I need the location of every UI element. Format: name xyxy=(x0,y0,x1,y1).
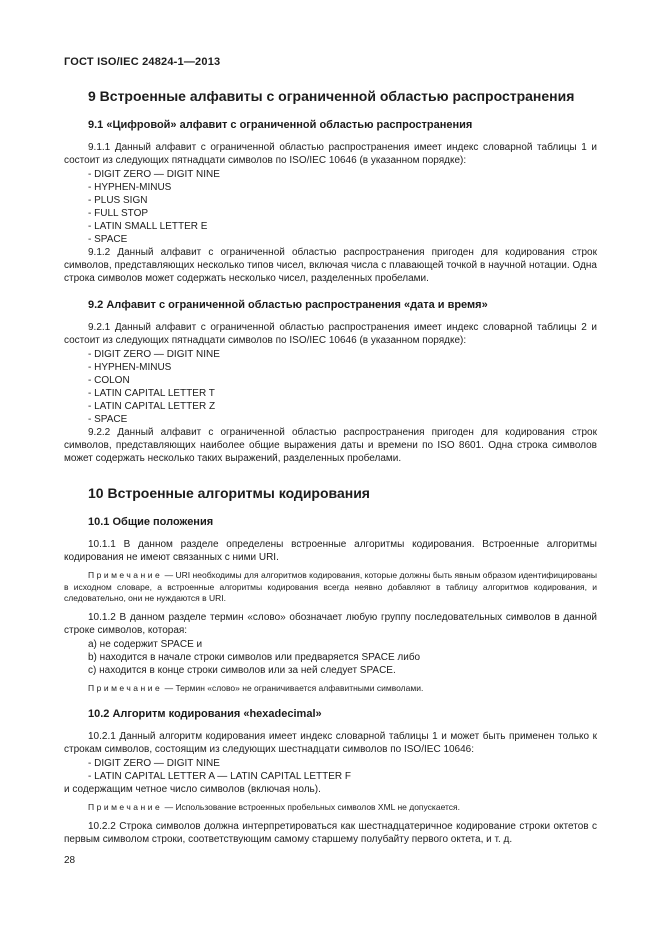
list-item: - HYPHEN-MINUS xyxy=(88,182,172,193)
section-9-heading: 9 Встроенные алфавиты с ограниченной областью распространения xyxy=(88,88,575,104)
paragraph-9-1-2: 9.1.2 Данный алфавит с ограниченной областью распространения пригоден для кодирования строк символов, представляющих несколько типов чисел, включая числа с плавающей точкой в научной нотации. Одна строка символов может содержать несколько чисел, разделенных пробелами. xyxy=(64,247,597,284)
list-item: - SPACE xyxy=(88,234,128,245)
list-item: - DIGIT ZERO — DIGIT NINE xyxy=(88,758,220,769)
paragraph-10-2-1-continuation: и содержащим четное число символов (включая ноль). xyxy=(64,784,321,795)
list-item: c) находится в конце строки символов или за ней следует SPACE. xyxy=(88,664,396,676)
paragraph-10-2-1: 10.2.1 Данный алгоритм кодирования имеет индекс словарной таблицы 1 и может быть применен только к строкам символов, состоящим из следующих шестнадцати символов по ISO/IEC 10646: xyxy=(64,731,597,755)
note-text: Термин «слово» не ограничивается алфавитными символами. xyxy=(175,682,424,693)
list-item: - DIGIT ZERO — DIGIT NINE xyxy=(88,169,220,180)
section-10-2-heading: 10.2 Алгоритм кодирования «hexadecimal» xyxy=(88,708,322,720)
section-9-1-heading: 9.1 «Цифровой» алфавит с ограниченной областью распространения xyxy=(88,119,473,131)
note xyxy=(64,802,597,814)
list-item: - DIGIT ZERO — DIGIT NINE xyxy=(88,349,220,360)
note xyxy=(64,683,597,695)
note-label: Примечание xyxy=(88,802,163,812)
paragraph-9-2-1: 9.2.1 Данный алфавит с ограниченной областью распространения имеет индекс словарной таблицы 2 и состоит из следующих пятнадцати символов по ISO/IEC 10646 (в указанном порядке): xyxy=(64,322,597,346)
paragraph-9-1-1: 9.1.1 Данный алфавит с ограниченной областью распространения имеет индекс словарной таблицы 1 и состоит из следующих пятнадцати символов по ISO/IEC 10646 (в указанном порядке): xyxy=(64,142,597,166)
section-10-1-heading: 10.1 Общие положения xyxy=(88,516,214,528)
note-dash: — xyxy=(162,802,176,812)
list-item: - FULL STOP xyxy=(88,208,149,219)
list-item: - LATIN SMALL LETTER E xyxy=(88,221,208,232)
list-item: - HYPHEN-MINUS xyxy=(88,362,172,373)
section-10-heading: 10 Встроенные алгоритмы кодирования xyxy=(88,485,370,501)
note-label: Примечание xyxy=(88,570,163,580)
note-label: Примечание xyxy=(88,682,163,693)
note xyxy=(64,570,597,605)
list-item: - LATIN CAPITAL LETTER A — LATIN CAPITAL LETTER F xyxy=(88,771,352,782)
list-item: - LATIN CAPITAL LETTER T xyxy=(88,388,215,399)
document-header: ГОСТ ISO/IEC 24824-1—2013 xyxy=(64,56,221,68)
page-number: 28 xyxy=(64,854,76,866)
list-item: - LATIN CAPITAL LETTER Z xyxy=(88,401,216,412)
list-item: - SPACE xyxy=(88,414,128,425)
list-item: b) находится в начале строки символов или предваряется SPACE либо xyxy=(88,651,421,663)
paragraph-9-2-2: 9.2.2 Данный алфавит с ограниченной областью распространения пригоден для кодирования строк символов, представляющих наиболее общие выражения даты и времени по ISO 8601. Одна строка символов может содержать несколько таких выражений, разделенных пробелами. xyxy=(64,427,597,464)
list-item: - COLON xyxy=(88,375,130,386)
note-dash: — xyxy=(162,570,176,580)
section-9-2-heading: 9.2 Алфавит с ограниченной областью распространения «дата и время» xyxy=(88,299,488,311)
list-item: - PLUS SIGN xyxy=(88,195,148,206)
paragraph-10-1-2: 10.1.2 В данном разделе термин «слово» обозначает любую группу последовательных символов в данной строке символов, которая: xyxy=(64,611,597,636)
list-item: a) не содержит SPACE и xyxy=(88,638,203,650)
note-text: URI необходимы для алгоритмов кодирования, которые должны быть явным образом идентифицированы в исходном словаре, а встроенные алгоритмы кодирования всегда неявно добавляют в таблицу алгоритмов кодирования, и следовательно, они не нуждаются в URI. xyxy=(64,570,597,603)
paragraph-10-2-2: 10.2.2 Строка символов должна интерпретироваться как шестнадцатеричное кодирование строки октетов с первым символом строки, соответствующим самому старшему полубайту первого октета, и т. д. xyxy=(64,820,597,845)
note-dash: — xyxy=(162,682,176,693)
note-text: Использование встроенных пробельных символов XML не допускается. xyxy=(175,802,461,812)
paragraph-10-1-1: 10.1.1 В данном разделе определены встроенные алгоритмы кодирования. Встроенные алгоритмы кодирования не имеют связанных с ними URI. xyxy=(64,539,597,563)
